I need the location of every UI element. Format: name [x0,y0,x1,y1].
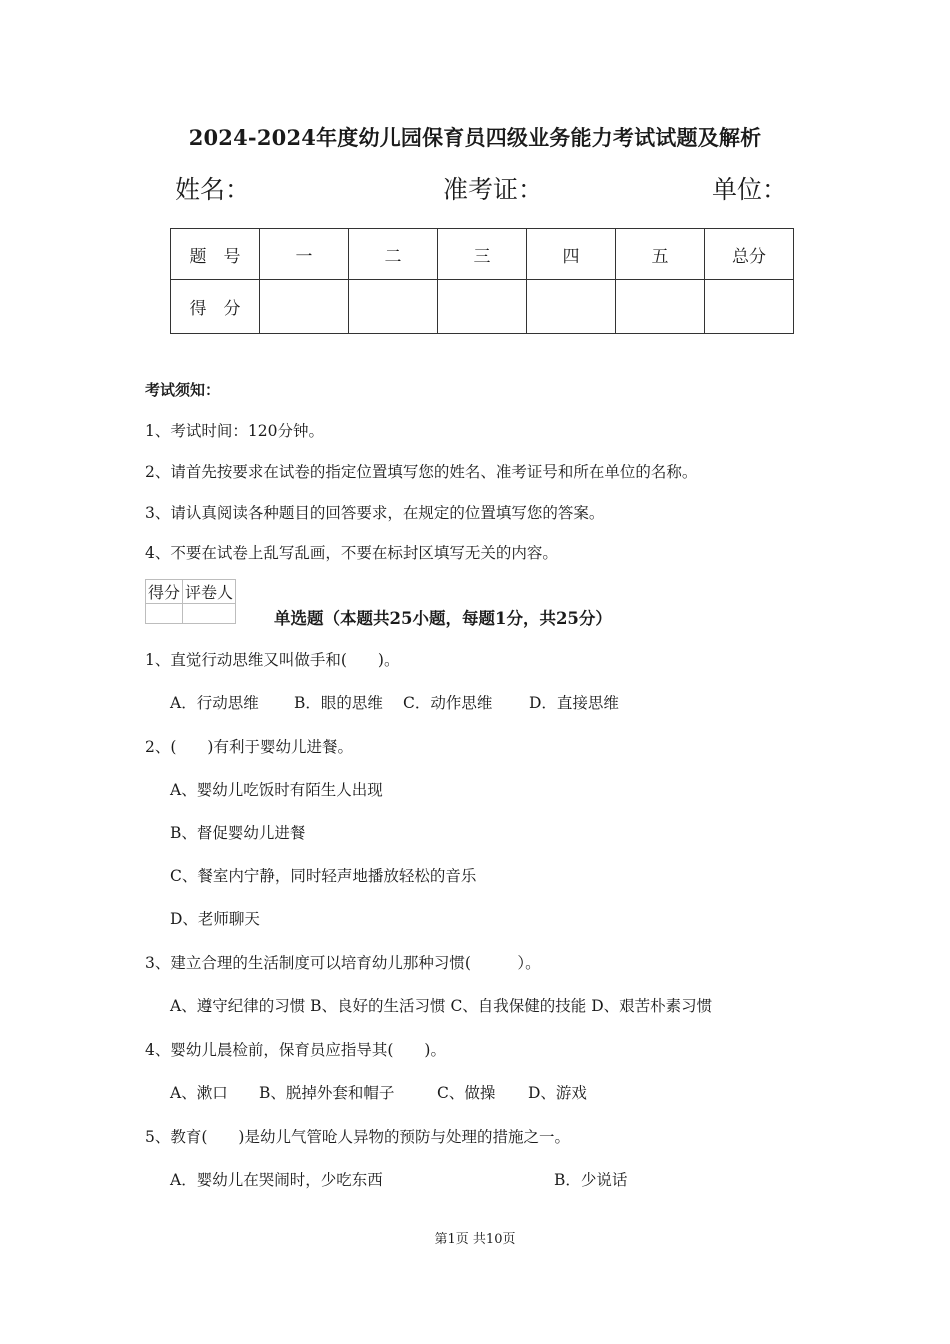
question-option: D、老师聊天 [170,910,260,928]
notice-item: 3、请认真阅读各种题目的回答要求，在规定的位置填写您的答案。 [145,504,605,522]
grader-reviewer-cell[interactable] [183,604,236,624]
notice-heading: 考试须知： [145,381,221,399]
question-stem: 3、建立合理的生活制度可以培育幼儿那种习惯( ）。 [145,954,541,972]
grader-score-label: 得分 [146,580,183,604]
question-stem: 5、教育( )是幼儿气管呛人异物的预防与处理的措施之一。 [145,1128,570,1146]
score-table-score-row [171,280,794,334]
question-option: B、脱掉外套和帽子 [259,1084,395,1102]
question-stem: 1、直觉行动思维又叫做手和( )。 [145,651,400,669]
score-cell[interactable] [438,280,527,334]
question-option: B．眼的思维 [294,694,383,712]
ticket-field-label: 准考证： [443,175,544,204]
question-stem: 4、婴幼儿晨检前，保育员应指导其( )。 [145,1041,446,1059]
question-stem: 2、( )有利于婴幼儿进餐。 [145,738,353,756]
question-option: A、遵守纪律的习惯 B、良好的生活习惯 C、自我保健的技能 D、艰苦朴素习惯 [170,997,713,1015]
grader-score-cell[interactable] [146,604,183,624]
page-title: 2024-2024年度幼儿园保育员四级业务能力考试试题及解析 [188,125,762,150]
score-table-header-cell: 三 [438,229,527,280]
question-option: B．少说话 [554,1171,628,1189]
score-table-header-cell: 题 号 [171,229,260,280]
question-option: A、婴幼儿吃饭时有陌生人出现 [170,781,383,799]
notice-item: 2、请首先按要求在试卷的指定位置填写您的姓名、准考证号和所在单位的名称。 [145,463,698,481]
score-table-header-cell: 二 [349,229,438,280]
question-option: A．婴幼儿在哭闹时，少吃东西 [170,1171,383,1189]
question-option: C、做操 [437,1084,496,1102]
question-option: A．行动思维 [170,694,259,712]
grader-reviewer-label: 评卷人 [183,580,236,604]
notice-item: 1、考试时间：120分钟。 [145,422,324,440]
score-table [170,228,794,334]
question-option: B、督促婴幼儿进餐 [170,824,306,842]
score-cell[interactable] [705,280,794,334]
name-field-label: 姓名： [175,175,251,204]
score-cell[interactable] [527,280,616,334]
grader-box [145,579,236,624]
score-cell[interactable] [616,280,705,334]
question-option: A、漱口 [170,1084,228,1102]
page-footer: 第1页 共10页 [434,1232,516,1247]
unit-field-label: 单位： [712,175,788,204]
notice-item: 4、不要在试卷上乱写乱画，不要在标封区填写无关的内容。 [145,544,558,562]
score-table-header-cell: 一 [260,229,349,280]
score-cell[interactable] [349,280,438,334]
section-title: 单选题（本题共25小题，每题1分，共25分） [274,609,612,628]
score-row-label: 得 分 [171,280,260,334]
score-table-header-cell: 五 [616,229,705,280]
question-option: D．直接思维 [529,694,619,712]
question-option: C、餐室内宁静，同时轻声地播放轻松的音乐 [170,867,477,885]
score-cell[interactable] [260,280,349,334]
score-table-header-row [171,229,794,280]
score-table-header-cell: 四 [527,229,616,280]
score-table-header-cell: 总分 [705,229,794,280]
question-option: C．动作思维 [403,694,493,712]
question-option: D、游戏 [528,1084,587,1102]
